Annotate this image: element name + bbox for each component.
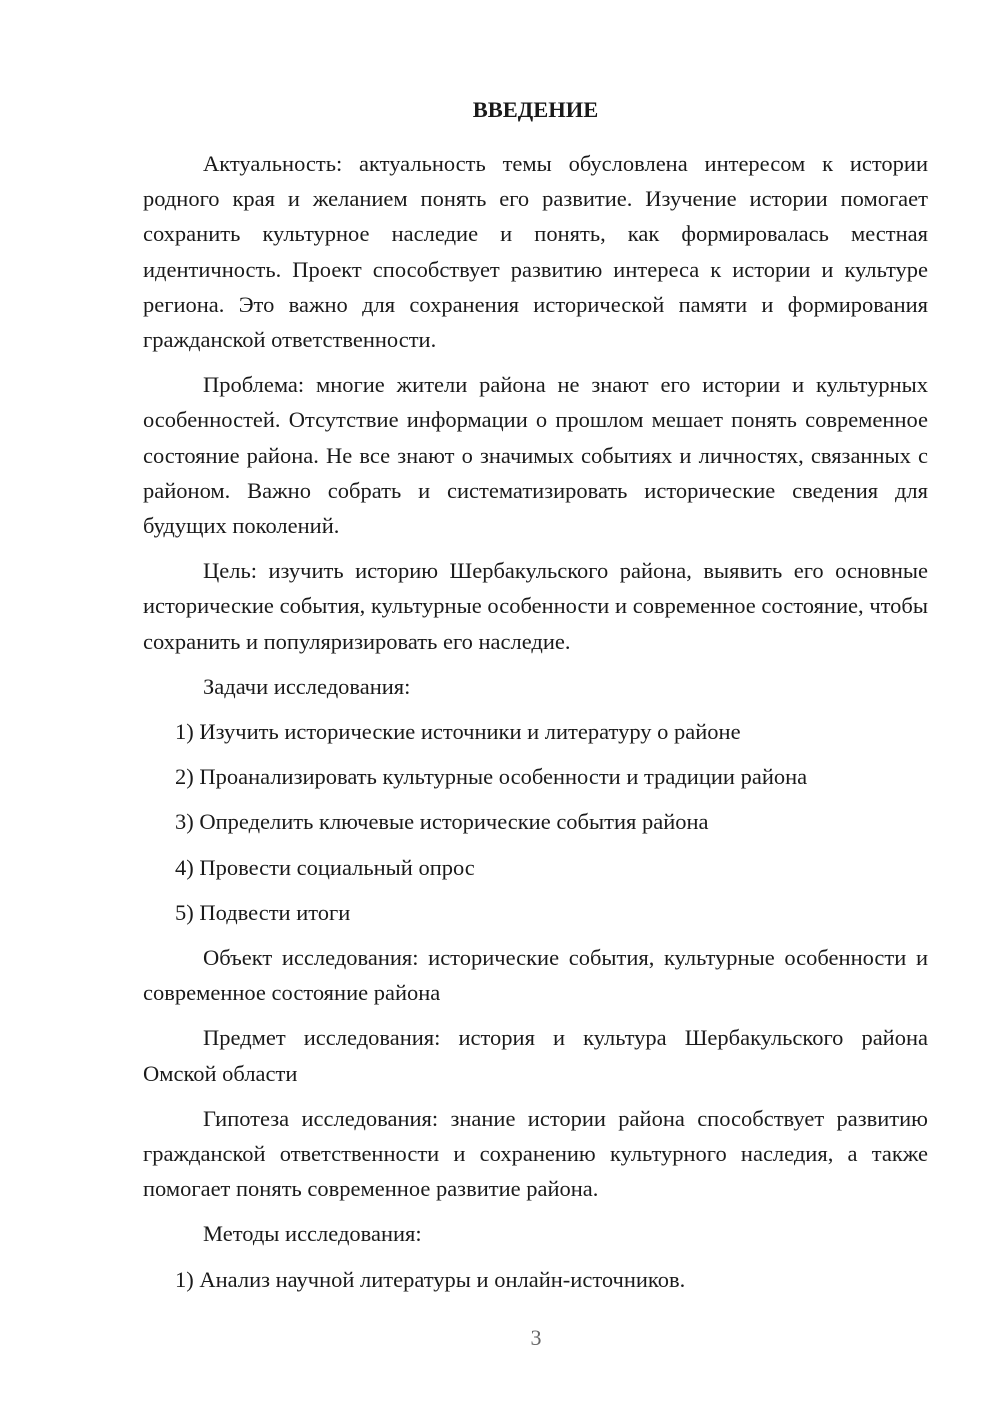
goal-paragraph: Цель: изучить историю Шербакульского района, выявить его основные исторические события, культурные особенности и современное состояние, чтобы сохранить и популяризировать его наследие.: [143, 558, 928, 654]
task-item: 3) Определить ключевые исторические события района: [175, 809, 709, 835]
method-item: 1) Анализ научной литературы и онлайн-источников.: [175, 1266, 686, 1292]
page-number: 3: [530, 1325, 542, 1350]
page-title: ВВЕДЕНИЕ: [472, 97, 599, 122]
document-page: [143, 92, 928, 1307]
subject-paragraph: Предмет исследования: история и культура Шербакульского района Омской области: [143, 1025, 928, 1086]
task-item: 5) Подвести итоги: [175, 899, 351, 925]
methods-heading: Методы исследования:: [203, 1221, 422, 1247]
problem-paragraph: Проблема: многие жители района не знают его истории и культурных особенностей. Отсутствие информации о прошлом мешает понять современное состояние района. Не все знают о значимых событиях и личностях, связанных с районом. Важно собрать и систематизировать исторические сведения для будущих поколений.: [143, 372, 928, 539]
task-item: 4) Провести социальный опрос: [175, 854, 475, 880]
hypothesis-paragraph: Гипотеза исследования: знание истории района способствует развитию гражданской ответственности и сохранению культурного наследия, а также помогает понять современное развитие района.: [143, 1105, 928, 1202]
relevance-paragraph: Актуальность: актуальность темы обусловлена интересом к истории родного края и желанием понять его развитие. Изучение истории помогает сохранить культурное наследие и понять, как формировалась местная идентичность. Проект способствует развитию интереса к истории и культуре региона. Это важно для сохранения исторической памяти и формирования гражданской ответственности.: [143, 151, 928, 353]
task-item: 1) Изучить исторические источники и литературу о районе: [175, 719, 741, 745]
object-paragraph: Объект исследования: исторические события, культурные особенности и современное состояние района: [143, 945, 928, 1006]
tasks-heading: Задачи исследования:: [203, 673, 411, 699]
task-item: 2) Проанализировать культурные особенности и традиции района: [175, 764, 808, 790]
